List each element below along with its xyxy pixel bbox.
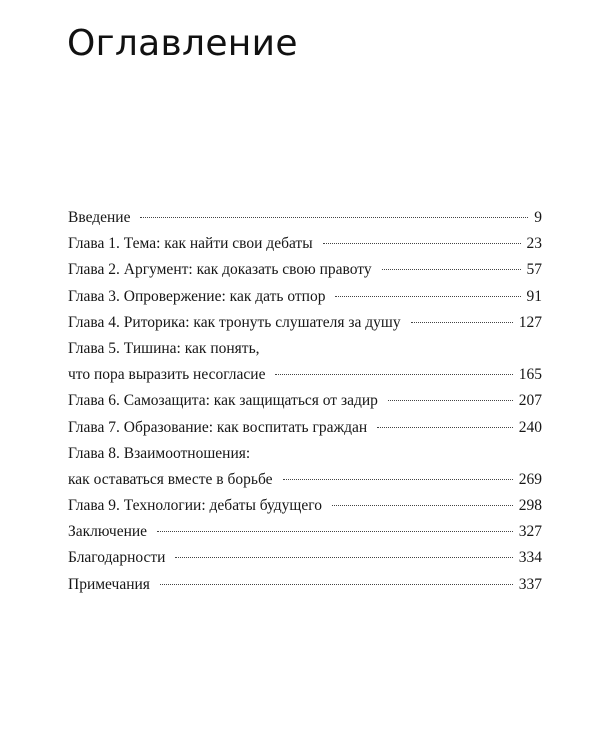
- dot-leader: [157, 531, 513, 532]
- toc-entry: [68, 415, 542, 441]
- toc-page-number: 337: [518, 575, 542, 593]
- toc-page-number: 327: [518, 523, 542, 541]
- dot-leader: [377, 427, 513, 428]
- toc-line: [68, 415, 542, 441]
- toc-entry-title: что пора выразить несогласие: [68, 366, 266, 384]
- toc-page-number: 57: [526, 261, 542, 279]
- toc-entry: [68, 388, 542, 414]
- toc-line: [68, 362, 542, 388]
- toc-line: [68, 205, 542, 231]
- dot-leader: [140, 217, 528, 218]
- toc-entry-title: Глава 7. Образование: как воспитать граждан: [68, 418, 368, 436]
- toc-entry-title: Глава 4. Риторика: как тронуть слушателя за душу: [68, 313, 401, 331]
- toc-entry-title: Благодарности: [68, 549, 166, 567]
- toc-page-number: 334: [518, 549, 542, 567]
- toc-entry-title: Глава 9. Технологии: дебаты будущего: [68, 497, 322, 515]
- dot-leader: [160, 584, 513, 585]
- toc-line: [68, 257, 542, 283]
- dot-leader: [175, 557, 512, 558]
- dot-leader: [335, 296, 520, 297]
- toc-entry: [68, 519, 542, 545]
- dot-leader: [332, 505, 513, 506]
- toc-line: [68, 493, 542, 519]
- toc-entry: [68, 310, 542, 336]
- toc-entry: [68, 284, 542, 310]
- toc-page-number: 91: [526, 287, 542, 305]
- dot-leader: [323, 243, 521, 244]
- toc-entry: [68, 336, 542, 388]
- toc-entry: [68, 441, 542, 493]
- dot-leader: [388, 400, 513, 401]
- toc-entry-title: Глава 1. Тема: как найти свои дебаты: [68, 235, 313, 253]
- toc-entry: [68, 545, 542, 571]
- toc-entry-title: как оставаться вместе в борьбе: [68, 470, 273, 488]
- toc-line: [68, 467, 542, 493]
- toc-line: [68, 284, 542, 310]
- dot-leader: [275, 374, 512, 375]
- toc-entry-title: Глава 3. Опровержение: как дать отпор: [68, 287, 326, 305]
- toc-line: [68, 388, 542, 414]
- toc-page-number: 9: [534, 209, 542, 226]
- toc-entry-title: Глава 6. Самозащита: как защищаться от задир: [68, 392, 378, 410]
- toc-entry-title: Глава 8. Взаимоотношения:: [68, 444, 251, 462]
- table-of-contents: [68, 205, 542, 598]
- toc-line: [68, 519, 542, 545]
- toc-entry: [68, 205, 542, 231]
- toc-entry-title: Примечания: [68, 575, 150, 593]
- toc-entry-title: Глава 5. Тишина: как понять,: [68, 339, 260, 357]
- toc-page-number: 23: [526, 235, 542, 253]
- dot-leader: [382, 269, 521, 270]
- toc-entry-title: Глава 2. Аргумент: как доказать свою правоту: [68, 261, 372, 279]
- toc-line: [68, 310, 542, 336]
- toc-line: [68, 231, 542, 257]
- toc-page-number: 127: [518, 313, 542, 331]
- toc-page-number: 298: [518, 497, 542, 515]
- toc-entry: [68, 231, 542, 257]
- toc-line: [68, 441, 542, 467]
- toc-line: [68, 572, 542, 598]
- dot-leader: [411, 322, 513, 323]
- toc-entry: [68, 572, 542, 598]
- toc-page-number: 269: [518, 470, 542, 488]
- toc-entry: [68, 257, 542, 283]
- toc-entry: [68, 493, 542, 519]
- toc-page-number: 240: [518, 418, 542, 436]
- page-title: Оглавление: [67, 23, 298, 64]
- toc-page-number: 207: [518, 392, 542, 410]
- toc-line: [68, 336, 542, 362]
- toc-line: [68, 545, 542, 571]
- toc-page-number: 165: [518, 366, 542, 384]
- toc-entry-title: Введение: [68, 209, 131, 226]
- toc-entry-title: Заключение: [68, 523, 148, 541]
- dot-leader: [283, 479, 513, 480]
